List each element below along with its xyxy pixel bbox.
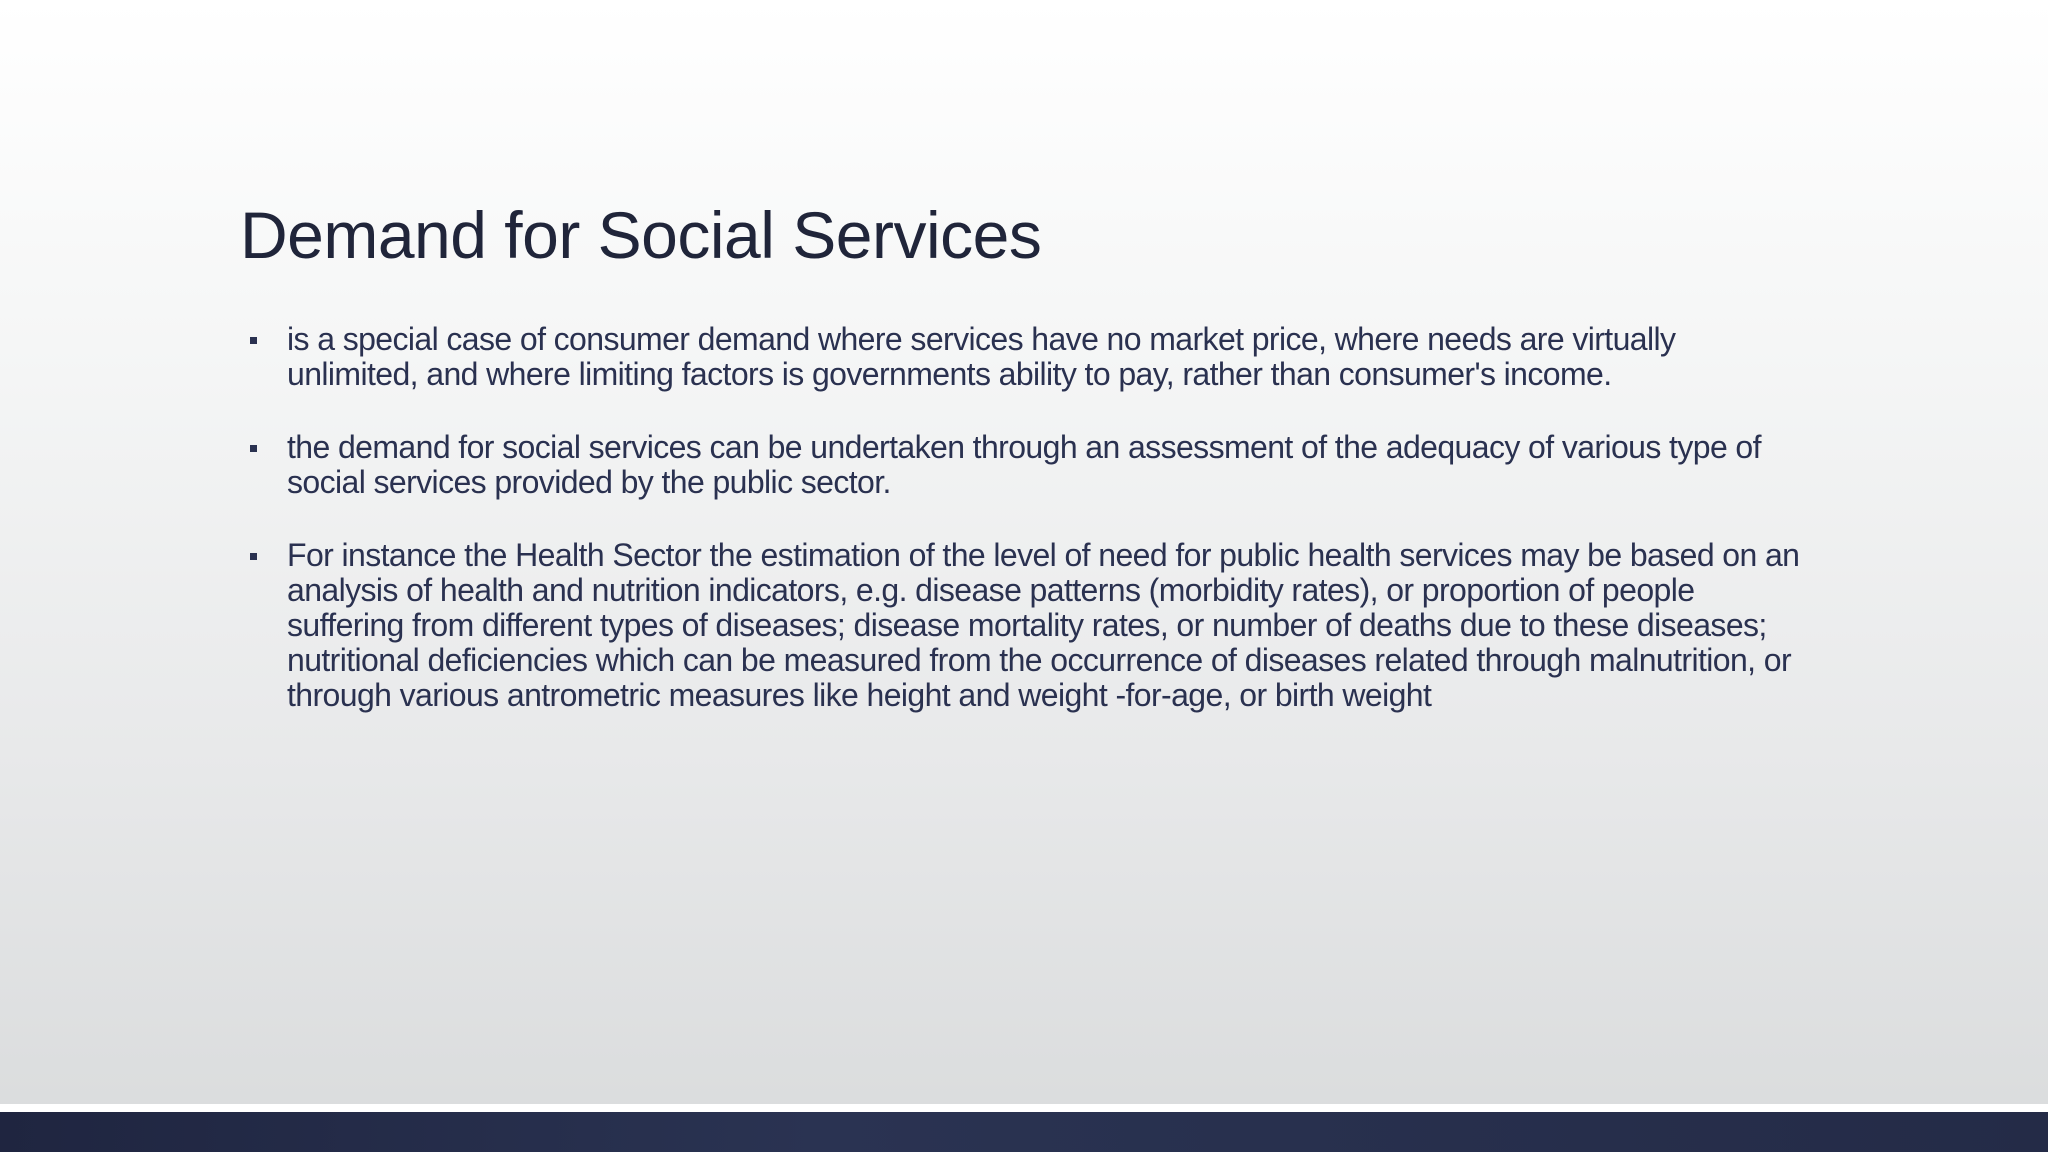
bullet-text: the demand for social services can be undertaken through an assessment of the adequacy of various type of social services provided by the public sector. — [287, 429, 1761, 500]
bullet-item — [246, 430, 1806, 500]
slide-title: Demand for Social Services — [240, 198, 1042, 272]
bullet-text: For instance the Health Sector the estimation of the level of need for public health services may be based on an analysis of health and nutrition indicators, e.g. disease patterns (morbidity rates), or proportion of people suffering from different types of diseases; disease mortality rates, or number of deaths due to these diseases; nutritional deficiencies which can be measured from the occurrence of diseases related through malnutrition, or through various antrometric measures like height and weight -for-age, or birth weight — [287, 537, 1800, 713]
square-bullet-icon — [250, 337, 257, 344]
square-bullet-icon — [250, 445, 257, 452]
bullet-text: is a special case of consumer demand where services have no market price, where needs are virtually unlimited, and where limiting factors is governments ability to pay, rather than consumer's income. — [287, 321, 1676, 392]
bullet-item — [246, 538, 1806, 713]
footer-divider — [0, 1104, 2048, 1112]
footer-band — [0, 1112, 2048, 1152]
bullet-item — [246, 322, 1806, 392]
square-bullet-icon — [250, 553, 257, 560]
bullet-list — [246, 322, 1806, 751]
